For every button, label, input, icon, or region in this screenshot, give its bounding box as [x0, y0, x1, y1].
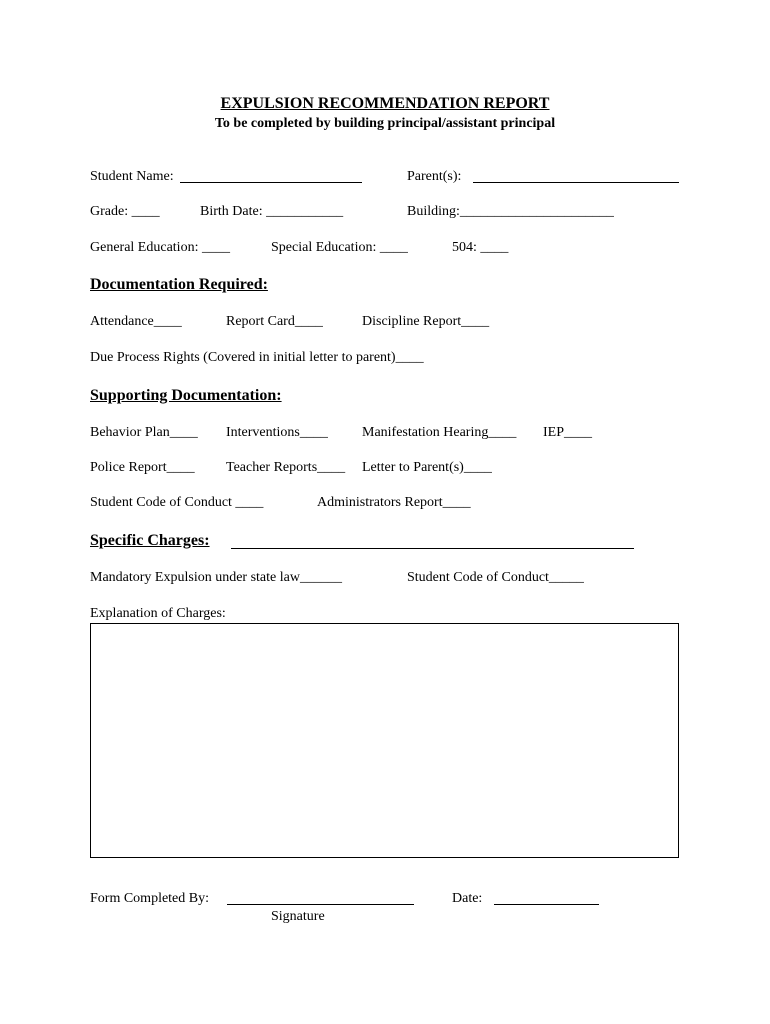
behavior-plan-field[interactable]: Behavior Plan____ — [90, 425, 198, 440]
discipline-report-field[interactable]: Discipline Report____ — [362, 314, 490, 329]
parents-label: Parent(s): — [407, 169, 462, 184]
student-code-of-conduct-field[interactable]: Student Code of Conduct ____ — [90, 495, 264, 510]
completed-by-field[interactable] — [227, 904, 414, 905]
grade-field[interactable]: Grade: ____ — [90, 204, 160, 219]
general-education-field[interactable]: General Education: ____ — [90, 240, 230, 255]
police-report-field[interactable]: Police Report____ — [90, 460, 195, 475]
explanation-textarea[interactable] — [90, 623, 679, 858]
manifestation-hearing-field[interactable]: Manifestation Hearing____ — [362, 425, 517, 440]
letter-to-parents-field[interactable]: Letter to Parent(s)____ — [362, 460, 492, 475]
report-card-field[interactable]: Report Card____ — [226, 314, 323, 329]
teacher-reports-field[interactable]: Teacher Reports____ — [226, 460, 346, 475]
documentation-required-heading: Documentation Required: — [90, 276, 268, 293]
completed-by-label: Form Completed By: — [90, 891, 209, 906]
504-field[interactable]: 504: ____ — [452, 240, 509, 255]
specific-charges-field[interactable] — [231, 548, 634, 549]
supporting-documentation-heading: Supporting Documentation: — [90, 387, 282, 404]
attendance-field[interactable]: Attendance____ — [90, 314, 182, 329]
due-process-field[interactable]: Due Process Rights (Covered in initial letter to parent)____ — [90, 350, 424, 365]
mandatory-expulsion-field[interactable]: Mandatory Expulsion under state law______ — [90, 570, 342, 585]
administrators-report-field[interactable]: Administrators Report____ — [317, 495, 471, 510]
signature-caption: Signature — [271, 909, 325, 924]
interventions-field[interactable]: Interventions____ — [226, 425, 328, 440]
charges-student-code-field[interactable]: Student Code of Conduct_____ — [407, 570, 584, 585]
explanation-label: Explanation of Charges: — [90, 606, 226, 621]
specific-charges-heading: Specific Charges: — [90, 532, 210, 549]
parents-field[interactable] — [473, 182, 679, 183]
date-label: Date: — [452, 891, 483, 906]
special-education-field[interactable]: Special Education: ____ — [271, 240, 408, 255]
student-name-field[interactable] — [180, 182, 362, 183]
birth-date-field[interactable]: Birth Date: ___________ — [200, 204, 344, 219]
page-title: EXPULSION RECOMMENDATION REPORT — [220, 95, 550, 112]
iep-field[interactable]: IEP____ — [543, 425, 592, 440]
student-name-label: Student Name: — [90, 169, 174, 184]
building-field[interactable]: Building:______________________ — [407, 204, 614, 219]
page-subtitle: To be completed by building principal/assistant principal — [214, 116, 556, 131]
date-field[interactable] — [494, 904, 599, 905]
